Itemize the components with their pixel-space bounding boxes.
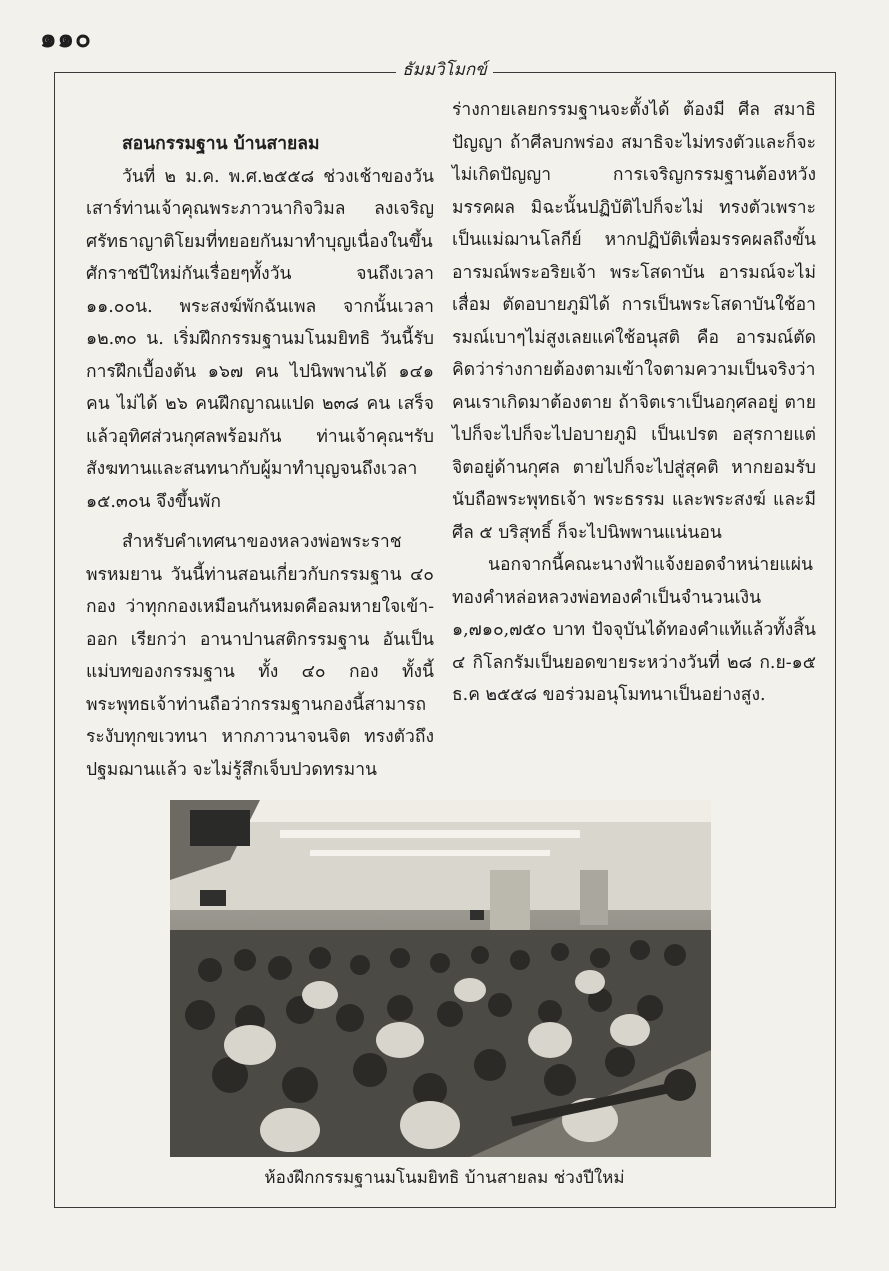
article-heading: สอนกรรมฐาน บ้านสายลม <box>122 134 320 154</box>
journal-title <box>0 56 889 83</box>
journal-title-text: ธัมมวิโมกข์ <box>396 60 493 80</box>
left-paragraph-2: สำหรับคำเทศนาของหลวงพ่อพระราชพรหมยาน วันนี้ท่านสอนเกี่ยวกับกรรมฐาน ๔๐ กอง ว่าทุกกองเหมือนกันหมดคือลมหายใจเข้า-ออก เรียกว่า อานาปานสติกรรมฐาน อันเป็นแม่บทของกรรมฐาน ทั้ง ๔๐ กอง ทั้งนี้พระพุทธเจ้าท่านถือว่ากรรมฐานกองนี้สามารถระงับทุกขเวทนา หากภาวนาจนจิต ทรงตัวถึงปฐมฌานแล้ว จะไม่รู้สึกเจ็บปวดทรมาน <box>86 532 434 780</box>
meditation-room-photo <box>170 800 711 1157</box>
photo-caption: ห้องฝึกกรรมฐานมโนมยิทธิ บ้านสายลม ช่วงปีใหม่ <box>264 1168 625 1188</box>
right-paragraph-2: นอกจากนี้คณะนางฟ้าแจ้งยอดจำหน่ายแผ่นทองคำหล่อหลวงพ่อทองคำเป็นจำนวนเงิน ๑,๗๑๐,๗๕๐ บาท ปัจจุบันได้ทองคำแท้แล้วทั้งสิ้น ๔ กิโลกรัมเป็นยอดขายระหว่างวันที่ ๒๘ ก.ย-๑๕ ธ.ค ๒๕๕๘ ขอร่วมอนุโมทนาเป็นอย่างสูง. <box>452 555 816 705</box>
right-paragraph-1: ร่างกายเลยกรรมฐานจะตั้งได้ ต้องมี ศีล สมาธิ ปัญญา ถ้าศีลบกพร่อง สมาธิจะไม่ทรงตัวและก็จะไม่เกิดปัญญา การเจริญกรรมฐานต้องหวังมรรคผล มิฉะนั้นปฏิบัติไปก็จะไม่ ทรงตัวเพราะเป็นแม่ฌานโลกีย์ หากปฏิบัติเพื่อมรรคผลถึงขั้นอารมณ์พระอริยเจ้า พระโสดาบัน อารมณ์จะไม่เสื่อม ตัดอบายภูมิได้ การเป็นพระโสดาบันใช้อารมณ์เบาๆไม่สูงเลยแค่ใช้อนุสติ คือ อารมณ์ตัด คิดว่าร่างกายต้องตามเข้าใจตามความเป็นจริงว่า คนเราเกิดมาต้องตาย ถ้าจิตเราเป็นอกุศลอยู่ ตายไปก็จะไปก็จะไปอบายภูมิ เป็นเปรต อสุรกายแต่จิตอยู่ด้านกุศล ตายไปก็จะไปสู่สุคติ หากยอมรับนับถือพระพุทธเจ้า พระธรรม และพระสงฆ์ และมีศีล ๕ บริสุทธิ์ ก็จะไปนิพพานแน่นอน <box>452 100 816 543</box>
page-number: ๑๑๐ <box>40 24 92 54</box>
right-column <box>452 94 816 712</box>
left-column <box>86 128 434 786</box>
photo-illustration <box>170 800 711 1157</box>
left-paragraph-1: วันที่ ๒ ม.ค. พ.ศ.๒๕๕๘ ช่วงเช้าของวันเสาร์ท่านเจ้าคุณพระภาวนากิจวิมล ลงเจริญศรัทธาญาติโยมที่ทยอยกันมาทำบุญเนื่องในขึ้นศักราชปีใหม่กันเรื่อยๆทั้งวัน จนถึงเวลา ๑๑.๐๐น. พระสงฆ์พักฉันเพล จากนั้นเวลา ๑๒.๓๐ น. เริ่มฝึกกรรมฐานมโนมยิทธิ วันนี้รับการฝึกเบื้องต้น ๑๖๗ คน ไปนิพพานได้ ๑๔๑ คน ไม่ได้ ๒๖ คนฝึกญาณแปด ๒๓๘ คน เสร็จแล้วอุทิศส่วนกุศลพร้อมกัน ท่านเจ้าคุณฯรับสังฆทานและสนทนากับผู้มาทำบุญจนถึงเวลา ๑๕.๓๐น จึงขึ้นพัก <box>86 166 434 512</box>
